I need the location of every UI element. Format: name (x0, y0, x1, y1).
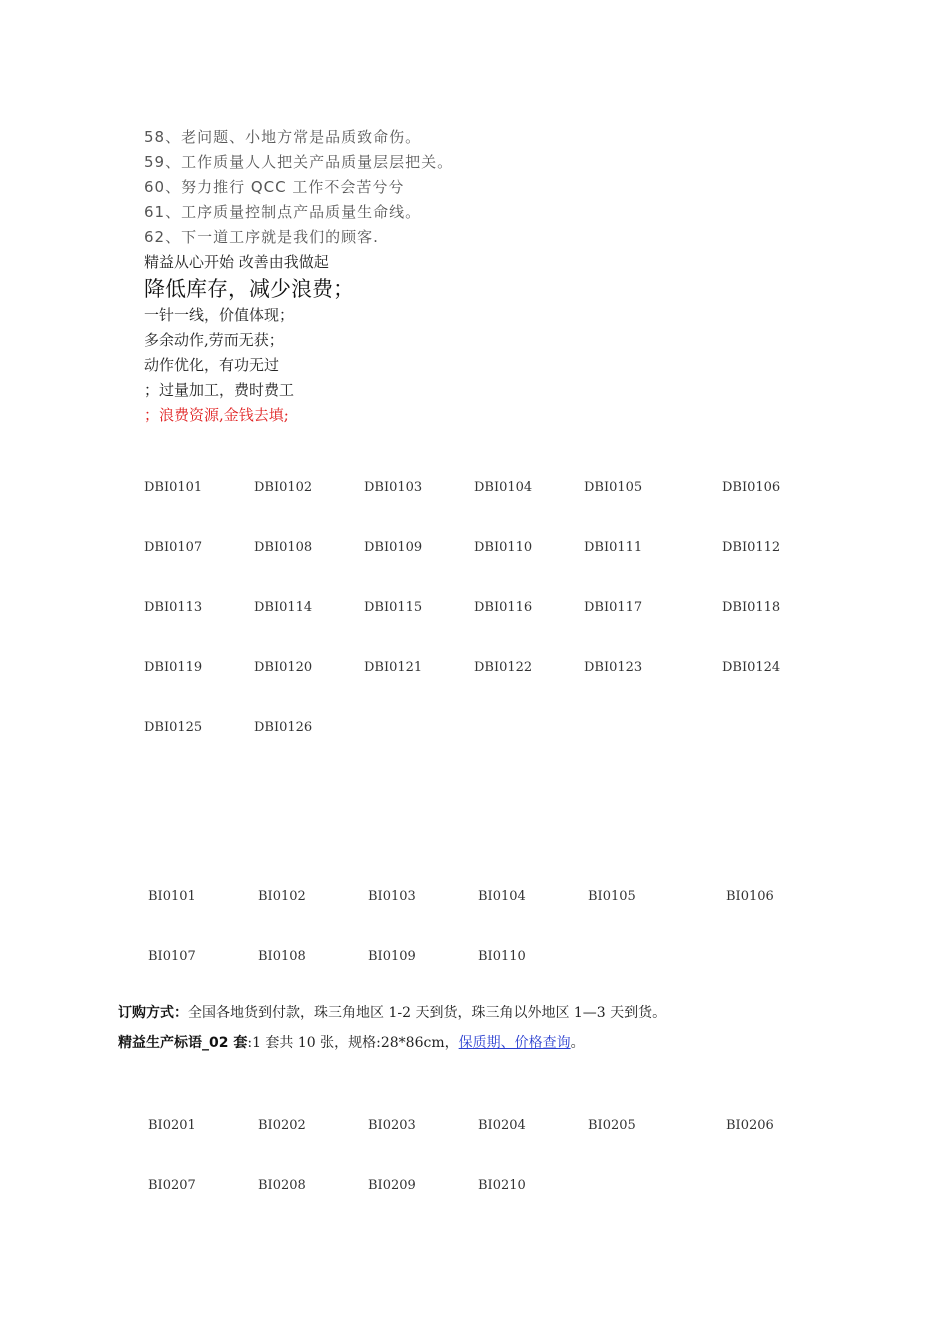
dbi-code: DBI0110 (474, 540, 533, 555)
dbi-code: DBI0126 (254, 720, 313, 735)
slogan-61: 61、工序质量控制点产品质量生命线。 (144, 203, 422, 221)
bi01-code: BI0107 (148, 949, 196, 964)
bi01-code: BI0103 (368, 889, 416, 904)
dbi-code: DBI0116 (474, 600, 533, 615)
dbi-code: DBI0107 (144, 540, 203, 555)
price-query-link[interactable]: 保质期、价格查询 (458, 1035, 571, 1051)
lean-line-2: 一针一线，价值体现； (144, 306, 295, 324)
dbi-code: DBI0115 (364, 600, 423, 615)
lean-line-1: 精益从心开始 改善由我做起 (144, 253, 329, 271)
dbi-code: DBI0112 (722, 540, 781, 555)
dbi-code: DBI0102 (254, 480, 313, 495)
slogan-59: 59、工作质量人人把关产品质量层层把关。 (144, 153, 454, 171)
bi02-code: BI0202 (258, 1118, 306, 1133)
dbi-code: DBI0106 (722, 480, 781, 495)
set-info (118, 1032, 585, 1052)
bi01-code: BI0108 (258, 949, 306, 964)
bi01-code: BI0104 (478, 889, 526, 904)
dbi-code: DBI0105 (584, 480, 643, 495)
order-method (118, 1002, 666, 1022)
lean-line-6: ；浪费资源,金钱去填; (144, 406, 289, 424)
dbi-code: DBI0122 (474, 660, 533, 675)
set-text: :1 套共 10 张，规格:28*86cm， (247, 1035, 459, 1051)
slogan-58: 58、老问题、小地方常是品质致命伤。 (144, 128, 422, 146)
set-label: 精益生产标语_02 套 (118, 1035, 248, 1051)
bi02-code: BI0205 (588, 1118, 636, 1133)
dbi-code: DBI0118 (722, 600, 781, 615)
dbi-code: DBI0121 (364, 660, 423, 675)
order-label: 订购方式： (118, 1005, 188, 1021)
lean-line-3: 多余动作,劳而无获； (144, 331, 284, 349)
bi02-code: BI0209 (368, 1178, 416, 1193)
bi02-code: BI0208 (258, 1178, 306, 1193)
bi02-code: BI0203 (368, 1118, 416, 1133)
dbi-code: DBI0125 (144, 720, 203, 735)
dbi-code: DBI0117 (584, 600, 643, 615)
slogan-60: 60、努力推行 QCC 工作不会苦兮兮 (144, 178, 405, 196)
dbi-code: DBI0111 (584, 540, 643, 555)
bi02-code: BI0207 (148, 1178, 196, 1193)
lean-line-5: ；过量加工，费时费工 (144, 381, 295, 399)
dbi-code: DBI0103 (364, 480, 423, 495)
dbi-code: DBI0104 (474, 480, 533, 495)
bi02-code: BI0210 (478, 1178, 526, 1193)
dbi-code: DBI0123 (584, 660, 643, 675)
dbi-code: DBI0113 (144, 600, 203, 615)
dbi-code: DBI0119 (144, 660, 203, 675)
dbi-code: DBI0120 (254, 660, 313, 675)
bi01-code: BI0101 (148, 889, 196, 904)
slogan-block (144, 125, 453, 428)
bi01-code: BI0105 (588, 889, 636, 904)
dbi-code: DBI0124 (722, 660, 781, 675)
bi02-code: BI0206 (726, 1118, 774, 1133)
bi02-code: BI0201 (148, 1118, 196, 1133)
set-end: 。 (570, 1035, 585, 1051)
bi01-code: BI0102 (258, 889, 306, 904)
bi01-code: BI0106 (726, 889, 774, 904)
order-text: 全国各地货到付款，珠三角地区 1-2 天到货，珠三角以外地区 1—3 天到货。 (188, 1005, 667, 1021)
lean-line-4: 动作优化，有功无过 (144, 356, 280, 374)
bi02-code: BI0204 (478, 1118, 526, 1133)
dbi-code: DBI0108 (254, 540, 313, 555)
lean-headline: 降低库存，减少浪费； (144, 277, 354, 301)
bi01-code: BI0109 (368, 949, 416, 964)
bi01-code: BI0110 (478, 949, 526, 964)
dbi-code: DBI0109 (364, 540, 423, 555)
dbi-code: DBI0101 (144, 480, 203, 495)
slogan-62: 62、下一道工序就是我们的顾客. (144, 228, 379, 246)
dbi-code: DBI0114 (254, 600, 313, 615)
